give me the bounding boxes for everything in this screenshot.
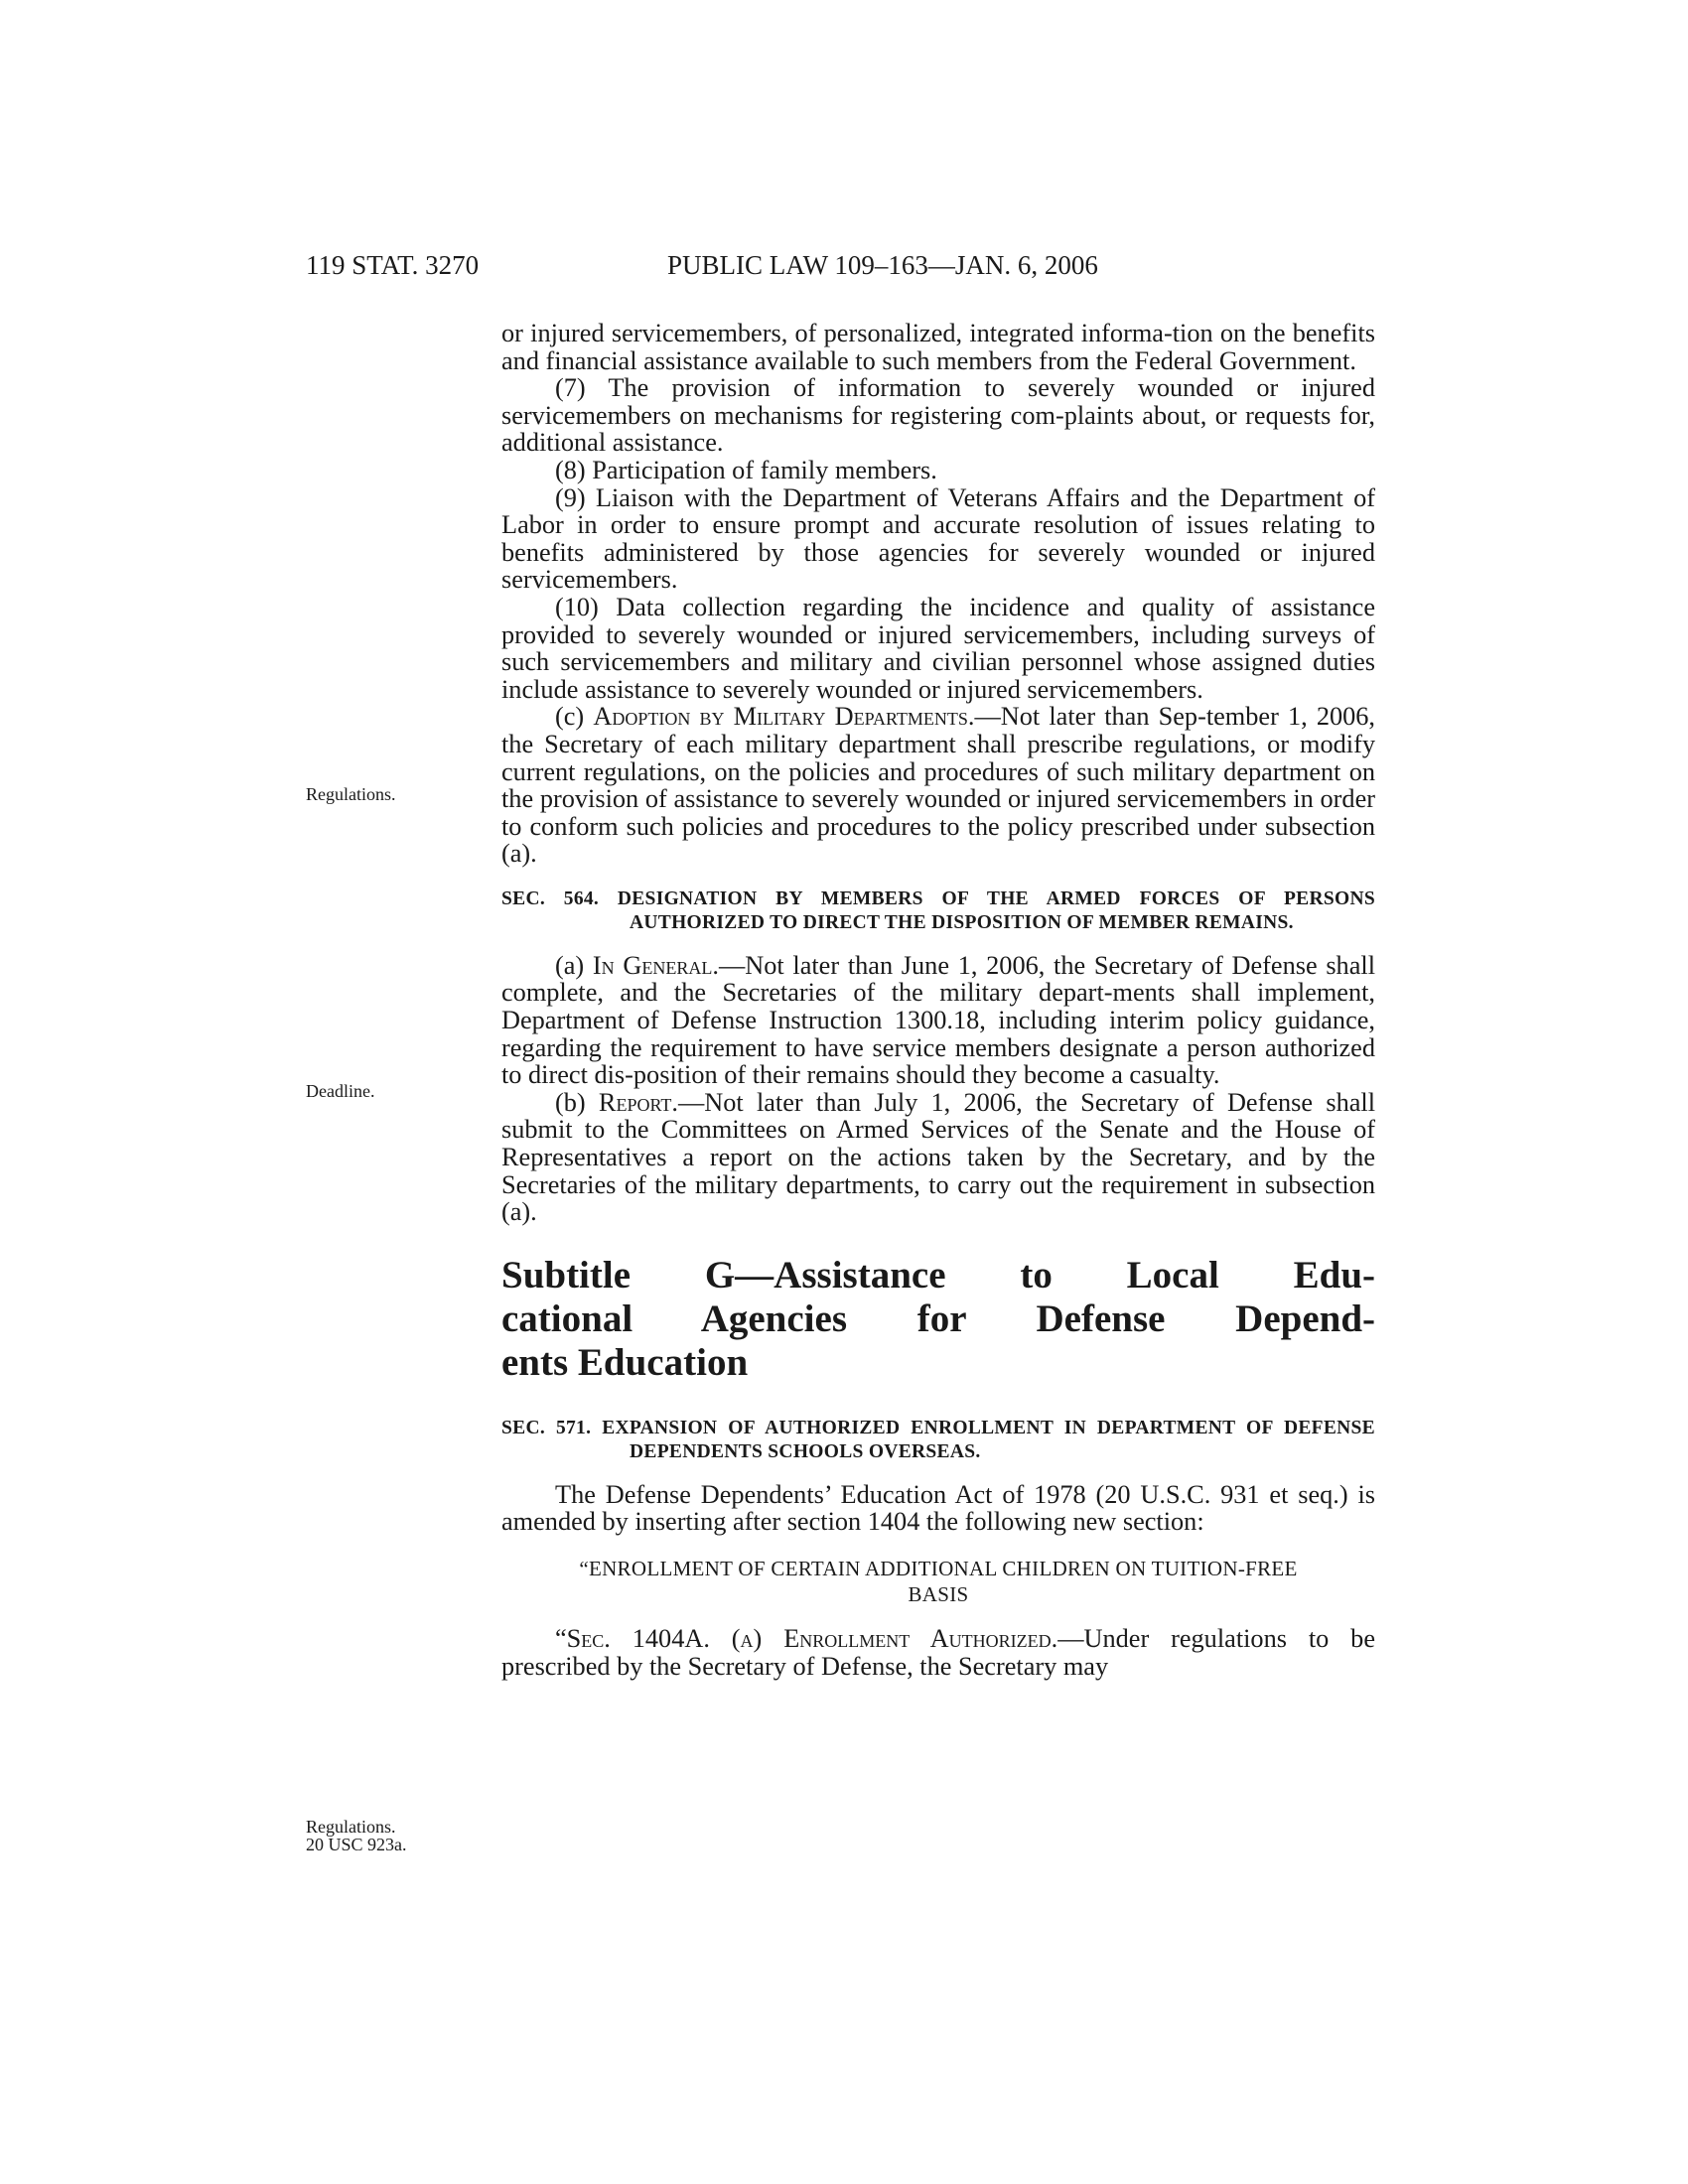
subsection-a-text: —Not later than June 1, 2006, the Secretary of Defense shall complete, and the Secretaries of the military depart-ments shall implement, Department of Defense Instruction 1300.18, including interim policy guidance, regarding the requirement to have service members designate a person authorized to direct dis-position of their remains should they become a casualty. xyxy=(501,950,1375,1090)
subsection-b-label: (b) xyxy=(555,1087,599,1117)
new-section-heading-line-2: BASIS xyxy=(908,1582,969,1606)
section-1404a-prefix: “Sec. 1404A. (a) xyxy=(555,1624,784,1653)
subtitle-line-2: cational Agencies for Defense Depend- xyxy=(501,1297,1375,1340)
subsection-c-text: —Not later than Sep-tember 1, 2006, the Secretary of each military department shall prescribe regulations, or modify current regulations, on the policies and procedures of such military department on the provision of assistance to severely wounded or injured servicemembers in order to conform such policies and procedures to the policy prescribed under subsection (a). xyxy=(501,702,1375,869)
subtitle-line-3: ents Education xyxy=(501,1340,749,1384)
statute-page-number: 119 STAT. 3270 xyxy=(306,250,480,280)
section-571-heading: SEC. 571. EXPANSION OF AUTHORIZED ENROLLMENT IN DEPARTMENT OF DEFENSE DEPENDENTS SCHOOLS OVERSEAS. xyxy=(501,1417,1375,1462)
margin-note-regulations: Regulations. xyxy=(306,784,396,804)
section-564-subsection-b xyxy=(501,1089,1375,1226)
section-1404a-caption: Enrollment Authorized. xyxy=(783,1624,1058,1653)
paragraph-item-9: (9) Liaison with the Department of Veterans Affairs and the Department of Labor in order to ensure prompt and accurate resolution of issues relating to benefits administered by those agencies for severely wounded or injured servicemembers. xyxy=(501,482,1375,595)
paragraph-item-8: (8) Participation of family members. xyxy=(555,455,937,484)
section-1404a-text xyxy=(501,1625,1375,1680)
section-564-heading: SEC. 564. DESIGNATION BY MEMBERS OF THE ARMED FORCES OF PERSONS AUTHORIZED TO DIRECT THE DISPOSITION OF MEMBER REMAINS. xyxy=(501,887,1375,933)
margin-note-deadline: Deadline. xyxy=(306,1081,375,1101)
continued-paragraph: or injured servicemembers, of personalized, integrated informa-tion on the benefits and financial assistance available to such members from the Federal Government. xyxy=(501,319,1375,375)
subsection-b-text: —Not later than July 1, 2006, the Secretary of Defense shall submit to the Committees on Armed Services of the Senate and the House of Representatives a report on the actions taken by the Secretary, and by the Secretaries of the military departments, to carry out the requirement in subsection (a). xyxy=(501,1087,1375,1227)
section-564-subsection-a xyxy=(501,952,1375,1089)
main-text-column xyxy=(501,320,1375,1680)
subtitle-line-1: Subtitle G—Assistance to Local Edu- xyxy=(501,1253,1375,1297)
subsection-c-caption: Adoption by Military Departments. xyxy=(593,702,975,732)
section-571-text: The Defense Dependents’ Education Act of 1978 (20 U.S.C. 931 et seq.) is amended by inserting after section 1404 the following new section: xyxy=(501,1479,1375,1537)
subsection-c xyxy=(501,703,1375,868)
margin-note-regulations-2: Regulations. xyxy=(306,1817,396,1837)
running-header xyxy=(306,250,1368,286)
section-1404a-body: —Under regulations to be prescribed by the Secretary of Defense, the Secretary may xyxy=(501,1624,1375,1681)
subsection-c-label: (c) xyxy=(555,702,594,732)
subsection-a-label: (a) xyxy=(555,950,593,980)
subsection-b-caption: Report. xyxy=(598,1087,678,1117)
new-section-heading xyxy=(501,1556,1375,1607)
margin-note-usc-citation: 20 USC 923a. xyxy=(306,1835,407,1854)
subsection-a-caption: In General. xyxy=(592,950,719,980)
paragraph-item-7: (7) The provision of information to severely wounded or injured servicemembers on mechanisms for registering com-plaints about, or requests for, additional assistance. xyxy=(501,373,1375,458)
paragraph-item-10: (10) Data collection regarding the incidence and quality of assistance provided to severely wounded or injured servicemembers, including surveys of such servicemembers and military and civilian personnel whose assigned duties include assistance to severely wounded or injured servicemembers. xyxy=(501,592,1375,704)
subtitle-g-heading xyxy=(501,1254,1375,1385)
public-law-citation: PUBLIC LAW 109–163—JAN. 6, 2006 xyxy=(667,250,1098,280)
new-section-heading-line-1: “ENROLLMENT OF CERTAIN ADDITIONAL CHILDREN ON TUITION-FREE xyxy=(579,1557,1298,1580)
